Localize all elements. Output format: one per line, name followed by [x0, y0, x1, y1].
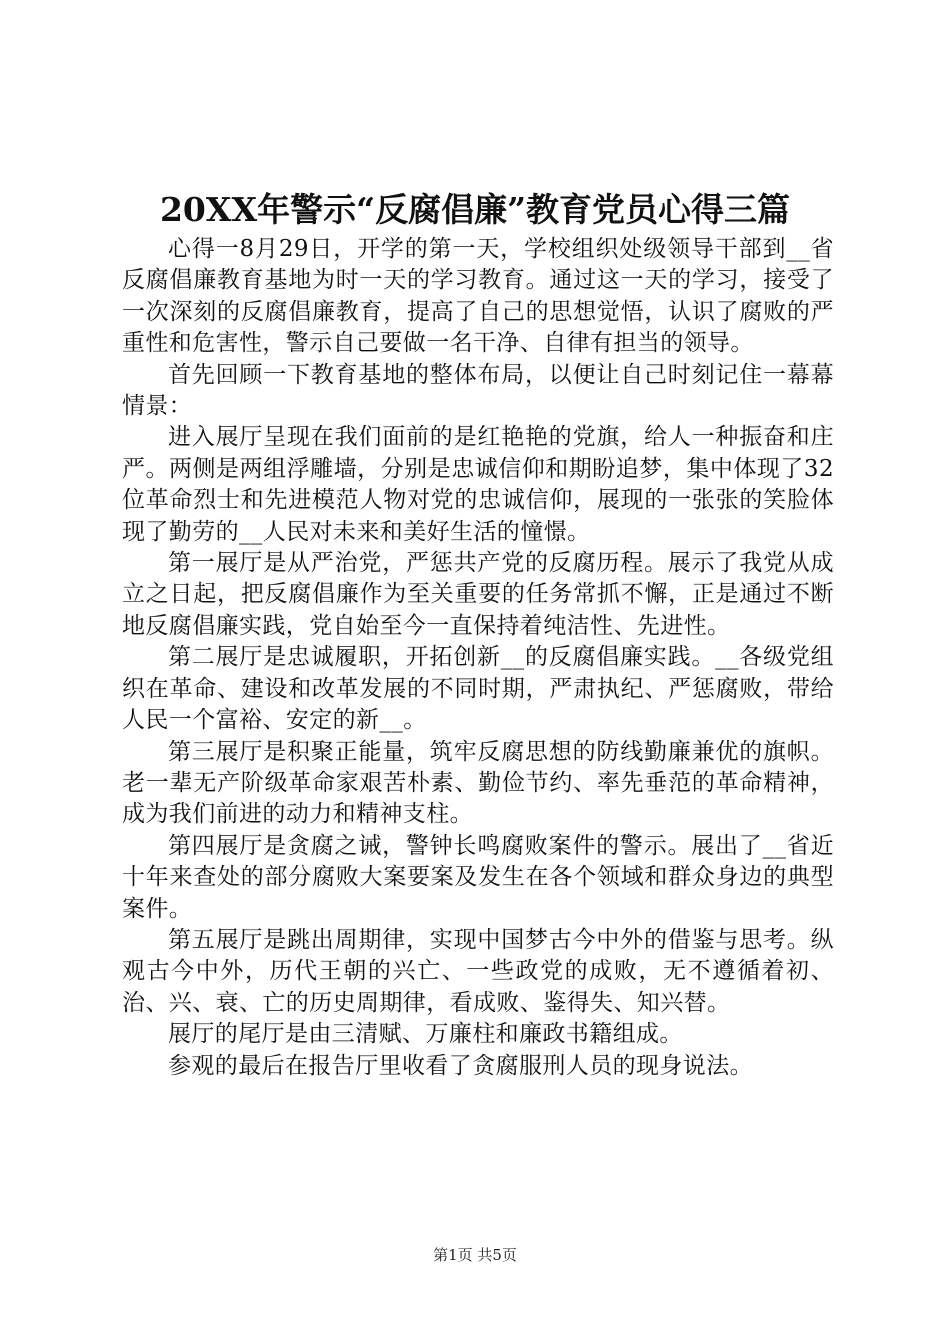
- paragraph-5: 第二展厅是忠诚履职，开拓创新__的反腐倡廉实践。__各级党组织在革命、建设和改革发展的不同时期，严肃执纪、严惩腐败，带给人民一个富裕、安定的新__。: [122, 644, 834, 734]
- paragraph-4: 第一展厅是从严治党，严惩共产党的反腐历程。展示了我党从成立之日起，把反腐倡廉作为至关重要的任务常抓不懈，正是通过不断地反腐倡廉实践，党自始至今一直保持着纯洁性、先进性。: [122, 550, 834, 639]
- paragraph-10: 参观的最后在报告厅里收看了贪腐服刑人员的现身说法。: [168, 1052, 753, 1079]
- paragraph-9: 展厅的尾厅是由三清赋、万廉柱和廉政书籍组成。: [168, 1021, 683, 1048]
- page-footer: [0, 1245, 950, 1265]
- paragraph-6: 第三展厅是积聚正能量，筑牢反腐思想的防线勤廉兼优的旗帜。老一辈无产阶级革命家艰苦朴素、勤俭节约、率先垂范的革命精神，成为我们前进的动力和精神支柱。: [122, 738, 834, 828]
- paragraph-3: 进入展厅呈现在我们面前的是红艳艳的党旗，给人一种振奋和庄严。两侧是两组浮雕墙，分别是忠诚信仰和期盼追梦，集中体现了32位革命烈士和先进模范人物对党的忠诚信仰，展现的一张张的笑脸体现了勤劳的__人民对未来和美好生活的憧憬。: [122, 424, 834, 545]
- paragraph-1: 心得一8月29日，开学的第一天，学校组织处级领导干部到__省反腐倡廉教育基地为时一天的学习教育。通过这一天的学习，接受了一次深刻的反腐倡廉教育，提高了自己的思想觉悟，认识了腐败的严重性和危害性，警示自己要做一名干净、自律有担当的领导。: [122, 236, 834, 357]
- document-title: 20XX年警示“反腐倡廉”教育党员心得三篇: [159, 190, 791, 229]
- paragraph-2: 首先回顾一下教育基地的整体布局，以便让自己时刻记住一幕幕情景：: [122, 361, 834, 420]
- paragraph-8: 第五展厅是跳出周期律，实现中国梦古今中外的借鉴与思考。纵观古今中外，历代王朝的兴亡、一些政党的成败，无不遵循着初、治、兴、衰、亡的历史周期律，看成败、鉴得失、知兴替。: [122, 926, 834, 1016]
- document-body: [122, 234, 834, 1082]
- paragraph-7: 第四展厅是贪腐之诫，警钟长鸣腐败案件的警示。展出了__省近十年来查处的部分腐败大案要案及发生在各个领域和群众身边的典型案件。: [122, 832, 834, 922]
- page-number-indicator: 第1页 共5页: [433, 1246, 517, 1264]
